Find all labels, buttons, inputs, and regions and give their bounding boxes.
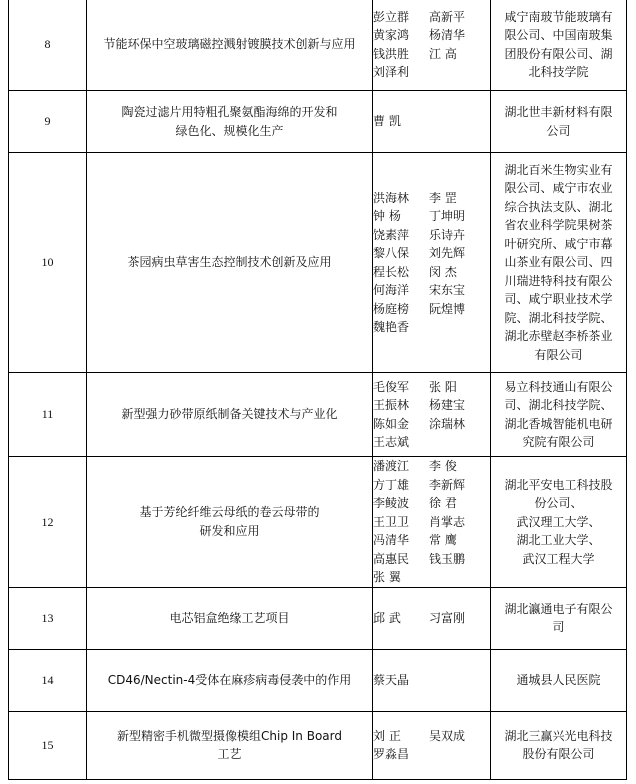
person-name: 张 阳 <box>429 379 457 394</box>
project-name <box>87 587 373 649</box>
person-name: 李 俊 <box>429 459 457 473</box>
awards-table-body <box>9 0 627 779</box>
project-name-line: 基于芳纶纤维云母纸的卷云母带的 <box>139 505 320 520</box>
person-name: 魏艳香 <box>373 320 410 334</box>
project-name-line: 绿色化、规模化生产 <box>175 123 284 138</box>
person-name: 钱洪胜 <box>373 46 410 61</box>
person-name: 何海洋 <box>373 283 410 297</box>
organization-line: 湖北百米生物实业有 <box>504 162 613 177</box>
person-name: 洪海林 <box>373 190 410 205</box>
person-name: 刘先辉 <box>429 246 466 260</box>
organizations-cell <box>491 457 627 588</box>
organization-line: 湖北三赢兴光电科技 <box>504 728 613 743</box>
person-name: 宋东宝 <box>429 283 466 297</box>
organizations-cell <box>491 587 627 649</box>
table-row <box>9 91 627 153</box>
completers-cell <box>373 587 491 649</box>
project-name <box>87 373 373 457</box>
completers-list <box>373 671 490 690</box>
person-name: 饶素萍 <box>373 227 410 242</box>
person-name: 王志斌 <box>373 435 410 449</box>
person-name: 徐 君 <box>429 496 457 510</box>
person-name: 涂瑞林 <box>429 416 466 431</box>
person-name: 黄家鸿 <box>373 28 410 42</box>
row-number: 15 <box>9 711 87 779</box>
organization-line: 武汉理工大学、 <box>516 514 601 529</box>
organization-line: 川瑞进特科技有限公 <box>504 273 613 288</box>
row-number: 14 <box>9 649 87 711</box>
table-row <box>9 373 627 457</box>
person-name: 杨庭榜 <box>373 301 410 316</box>
project-name-line: 茶园病虫草害生态控制技术创新及应用 <box>127 255 332 270</box>
person-name: 潘渡江 <box>373 459 410 473</box>
organization-line: 叶研究所、咸宁市幕 <box>504 236 613 251</box>
row-number: 10 <box>9 153 87 373</box>
organization-line: 限公司、中国南玻集 <box>504 28 613 42</box>
organizations-cell <box>491 373 627 457</box>
organization-line: 湖北赤壁赵李桥茶业 <box>504 329 613 344</box>
completers-list <box>373 8 490 82</box>
completers-list <box>373 189 490 337</box>
table-row <box>9 587 627 649</box>
person-name: 李 罡 <box>429 190 457 205</box>
person-name: 刘泽利 <box>373 65 410 79</box>
project-name-line: 研发和应用 <box>199 523 260 538</box>
completers-cell <box>373 91 491 153</box>
person-name: 肖掌志 <box>429 514 466 529</box>
completers-list <box>373 378 490 452</box>
organization-line: 团股份有限公司、湖 <box>504 46 613 61</box>
organizations-cell <box>491 0 627 91</box>
row-number: 13 <box>9 587 87 649</box>
person-name: 彭立群 <box>373 9 410 24</box>
completers-list <box>373 727 490 764</box>
awards-table <box>8 0 627 780</box>
organization-line: 通城县人民医院 <box>516 672 601 687</box>
project-name-line: 新型精密手机微型摄像模组Chip In Board <box>117 728 342 743</box>
person-name: 张 翼 <box>373 570 401 584</box>
person-name: 阮煌博 <box>429 301 466 316</box>
person-name: 王卫卫 <box>373 514 410 529</box>
table-row <box>9 153 627 373</box>
person-name: 刘 正 <box>373 728 401 743</box>
person-name: 丁坤明 <box>429 209 466 223</box>
person-name: 蔡天晶 <box>373 672 410 687</box>
person-name: 陈如金 <box>373 416 410 431</box>
organization-line: 省农业科学院果树茶 <box>504 218 613 233</box>
person-name: 冯清华 <box>373 533 410 547</box>
person-name: 钟 杨 <box>373 209 401 223</box>
person-name: 王振林 <box>373 398 410 412</box>
table-row <box>9 649 627 711</box>
project-name-line: 新型强力砂带原纸制备关键技术与产业化 <box>121 407 338 422</box>
project-name-line: 陶瓷过滤片用特粗孔聚氨酯海绵的开发和 <box>121 105 338 119</box>
completers-cell <box>373 153 491 373</box>
organization-line: 武汉工程大学 <box>522 551 595 566</box>
project-name-line: 电芯铝盒绝缘工艺项目 <box>169 610 290 625</box>
person-name: 毛俊军 <box>373 379 410 394</box>
completers-cell <box>373 0 491 91</box>
completers-list <box>373 112 490 131</box>
organization-line: 湖北瀛通电子有限公 <box>504 601 613 616</box>
table-row <box>9 0 627 91</box>
row-number: 9 <box>9 91 87 153</box>
person-name: 李新辉 <box>429 477 466 492</box>
organization-line: 院、湖北科技学院、 <box>504 310 613 325</box>
organization-line: 有限公司 <box>534 347 583 362</box>
person-name: 邱 武 <box>373 610 401 625</box>
project-name-line: 节能环保中空玻璃磁控溅射镀膜技术创新与应用 <box>103 37 356 52</box>
completers-cell <box>373 649 491 711</box>
completers-cell <box>373 373 491 457</box>
completers-cell <box>373 711 491 779</box>
organization-line: 司、咸宁职业技术学 <box>504 292 613 307</box>
person-name: 方丁雄 <box>373 477 410 492</box>
person-name: 高惠民 <box>373 551 410 566</box>
person-name: 钱玉鹏 <box>429 551 466 566</box>
organizations-cell <box>491 153 627 373</box>
organizations-cell <box>491 711 627 779</box>
organization-line: 司 <box>552 620 565 634</box>
project-name <box>87 711 373 779</box>
project-name <box>87 457 373 588</box>
organization-line: 司、湖北科技学院、 <box>504 398 613 412</box>
project-name <box>87 649 373 711</box>
organization-line: 份公司、 <box>534 496 583 510</box>
organizations-cell <box>491 649 627 711</box>
project-name <box>87 0 373 91</box>
person-name: 常 鹰 <box>429 533 457 547</box>
organization-line: 湖北香城智能机电研 <box>504 416 613 431</box>
completers-cell <box>373 457 491 588</box>
row-number: 11 <box>9 373 87 457</box>
person-name: 乐诗卉 <box>429 227 466 242</box>
row-number: 8 <box>9 0 87 91</box>
person-name: 杨清华 <box>429 28 466 42</box>
person-name: 李鲮波 <box>373 496 410 510</box>
organization-line: 湖北世丰新材料有限 <box>504 105 613 119</box>
project-name-line: 工艺 <box>217 747 242 761</box>
project-name <box>87 91 373 153</box>
person-name: 程长松 <box>373 264 410 279</box>
organization-line: 综合执法支队、湖北 <box>504 199 613 214</box>
project-name <box>87 153 373 373</box>
organization-line: 湖北工业大学、 <box>516 533 601 547</box>
person-name: 习富刚 <box>429 610 466 625</box>
organization-line: 咸宁南玻节能玻璃有 <box>504 9 613 24</box>
table-row <box>9 457 627 588</box>
person-name: 闵 杰 <box>429 264 457 279</box>
organization-line: 公司 <box>546 123 571 138</box>
person-name: 黎八保 <box>373 246 410 260</box>
person-name: 吴双成 <box>429 728 466 743</box>
organization-line: 股份有限公司 <box>522 747 595 761</box>
person-name: 高新平 <box>429 9 466 24</box>
organization-line: 易立科技通山有限公 <box>504 379 613 394</box>
person-name: 杨建宝 <box>429 398 466 412</box>
completers-list <box>373 609 490 628</box>
row-number: 12 <box>9 457 87 588</box>
organization-line: 湖北平安电工科技股 <box>504 477 613 492</box>
organization-line: 山茶业有限公司、四 <box>504 255 613 270</box>
organization-line: 限公司、咸宁市农业 <box>504 181 613 196</box>
project-name-line: CD46/Nectin-4受体在麻疹病毒侵袭中的作用 <box>107 672 352 687</box>
person-name: 罗淼昌 <box>373 747 410 761</box>
organization-line: 北科技学院 <box>528 65 589 79</box>
organization-line: 究院有限公司 <box>522 435 595 449</box>
organizations-cell <box>491 91 627 153</box>
person-name: 曹 凯 <box>373 114 401 129</box>
person-name: 江 高 <box>429 46 457 61</box>
table-row <box>9 711 627 779</box>
completers-list <box>373 457 490 587</box>
